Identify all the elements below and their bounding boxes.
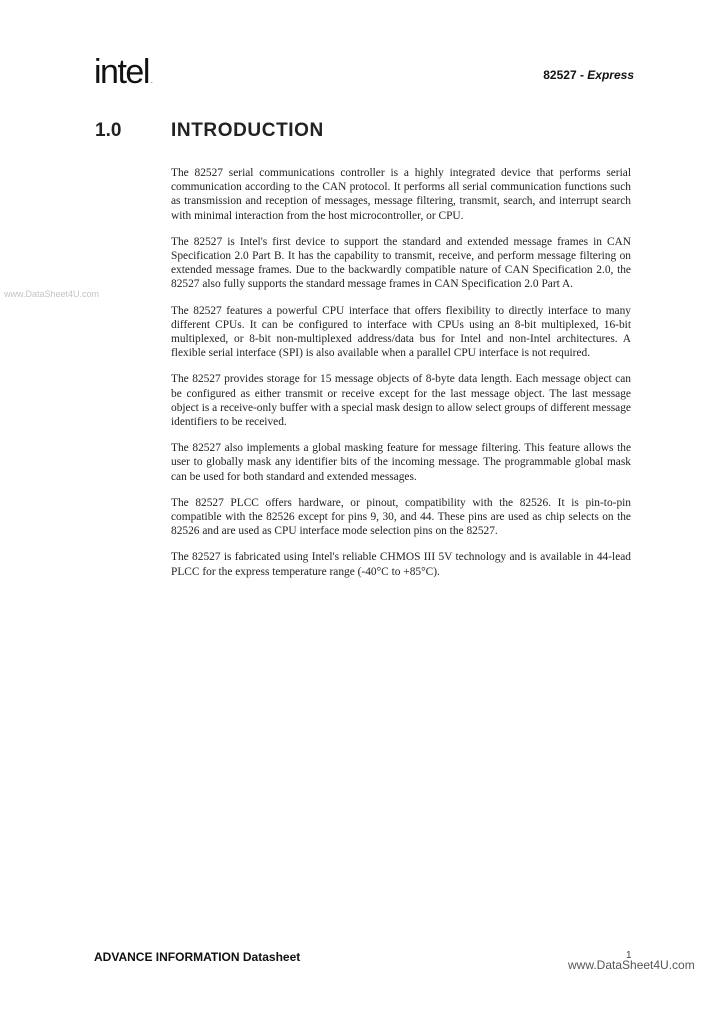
intel-logo — [94, 52, 153, 102]
page-number: 1 — [626, 950, 632, 961]
paragraph-global-masking: The 82527 also implements a global masking feature for message filtering. This feature allows the user to globally mask any identifier bits of the incoming message. The programmable global mask can be used for both standard and extended messages. — [171, 442, 631, 483]
paragraph-cpu-interface: The 82527 features a powerful CPU interface that offers flexibility to directly interface to many different CPUs. It can be configured to interface with CPUs using an 8-bit multiplexed, 16-bit multiplexed, or 8-bit non-multiplexed address/data bus for Intel and non-Intel architectures. A flexible serial interface (SPI) is also available when a parallel CPU interface is not required. — [171, 304, 631, 360]
paragraph-fabrication: The 82527 is fabricated using Intel's reliable CHMOS III 5V technology and is available in 44-lead PLCC for the express temperature range (-40°C to +85°C). — [171, 551, 631, 578]
section-title: INTRODUCTION — [171, 120, 324, 141]
watermark-left: www.DataSheet4U.com — [4, 289, 100, 299]
intel-logo-mark: . — [150, 78, 153, 85]
footer-doc-label: ADVANCE INFORMATION Datasheet — [94, 950, 301, 964]
paragraph-can-spec: The 82527 is Intel's first device to support the standard and extended message frames in CAN Specification 2.0 Part B. It has the capability to transmit, receive, and perform message filtering on extended message frames. Due to the backwardly compatible nature of CAN Specification 2.0, the 82527 also fully supports the standard message frames in CAN Specification 2.0 Part A. — [171, 235, 631, 291]
paragraph-message-storage: The 82527 provides storage for 15 message objects of 8-byte data length. Each message object can be configured as either transmit or receive except for the last message object. The last message object is a receive-only buffer with a special mask design to allow select groups of different message identifiers to be received. — [171, 373, 631, 429]
part-number: 82527 - — [543, 68, 588, 82]
paragraph-overview: The 82527 serial communications controller is a highly integrated device that performs serial communication according to the CAN protocol. It performs all serial communication functions such as transmission and reception of messages, message filtering, transmit, search, and interrupt search with minimal interaction from the host microcontroller, or CPU. — [171, 167, 631, 222]
watermark-right: www.DataSheet4U.com — [568, 958, 695, 972]
intel-logo-text: intel — [94, 53, 149, 91]
part-variant: Express — [587, 68, 634, 82]
paragraph-pinout: The 82527 PLCC offers hardware, or pinout, compatibility with the 82526. It is pin-to-pin compatible with the 82526 except for pins 9, 30, and 44. These pins are used as chip selects on the 82526 and are used as CPU interface mode selection pins on the 82527. — [171, 496, 631, 538]
introduction-body — [171, 166, 631, 591]
section-number: 1.0 — [95, 120, 122, 141]
header-part-number — [543, 68, 634, 82]
